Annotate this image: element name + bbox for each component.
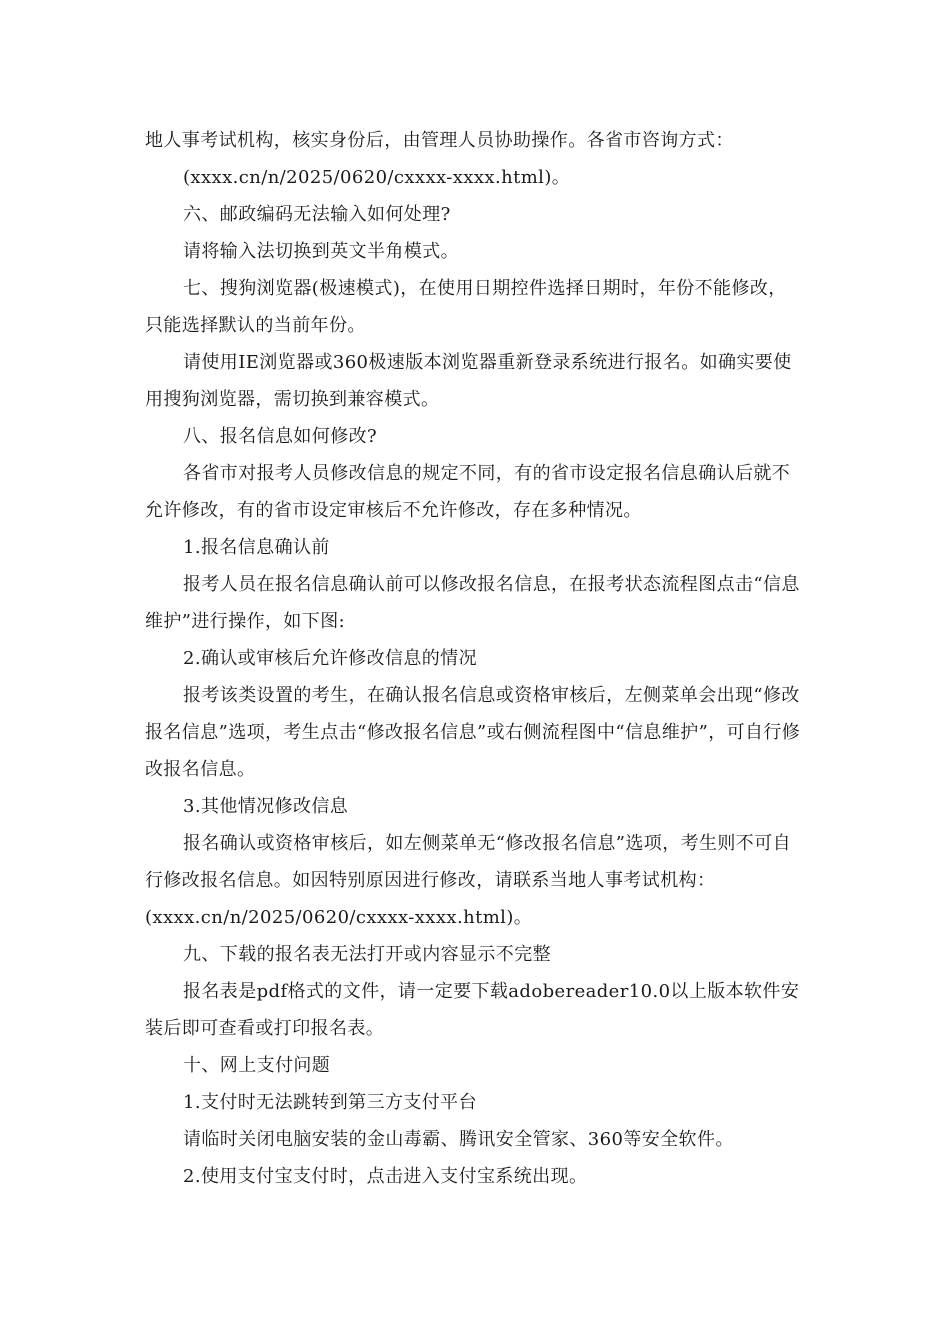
paragraph: 报考该类设置的考生，在确认报名信息或资格审核后，左侧菜单会出现“修改报名信息”选项，考生点击“修改报名信息”或右侧流程图中“信息维护”，可自行修改报名信息。 <box>145 685 801 780</box>
paragraph: 请使用IE浏览器或360极速版本浏览器重新登录系统进行报名。如确实要使用搜狗浏览器，需切换到兼容模式。 <box>145 352 792 410</box>
subsection-heading: 2.确认或审核后允许修改信息的情况 <box>183 648 477 669</box>
subsection-heading: 2.使用支付宝支付时，点击进入支付宝系统出现。 <box>183 1166 588 1187</box>
subsection-heading: 1.支付时无法跳转到第三方支付平台 <box>183 1092 477 1113</box>
section-heading: 七、搜狗浏览器(极速模式)，在使用日期控件选择日期时，年份不能修改，只能选择默认的当前年份。 <box>145 278 787 336</box>
paragraph: 地人事考试机构，核实身份后，由管理人员协助操作。各省市咨询方式： <box>145 130 734 151</box>
section-heading: 十、网上支付问题 <box>183 1055 331 1076</box>
paragraph: 各省市对报考人员修改信息的规定不同，有的省市设定报名信息确认后就不允许修改，有的省市设定审核后不允许修改，存在多种情况。 <box>145 463 791 521</box>
paragraph: 报名确认或资格审核后，如左侧菜单无“修改报名信息”选项，考生则不可自行修改报名信息。如因特别原因进行修改，请联系当地人事考试机构： <box>145 833 792 891</box>
paragraph: (xxxx.cn/n/2025/0620/cxxxx-xxxx.html)。 <box>145 907 533 928</box>
document-body <box>145 122 805 1195</box>
paragraph: 报名表是pdf格式的文件，请一定要下载adobereader10.0以上版本软件安装后即可查看或打印报名表。 <box>145 981 800 1039</box>
paragraph: 请临时关闭电脑安装的金山毒霸、腾讯安全管家、360等安全软件。 <box>183 1129 734 1150</box>
paragraph: 报考人员在报名信息确认前可以修改报名信息，在报考状态流程图点击“信息维护”进行操作，如下图: <box>145 574 800 632</box>
paragraph: 请将输入法切换到英文半角模式。 <box>183 241 459 262</box>
subsection-heading: 3.其他情况修改信息 <box>183 796 349 817</box>
section-heading: 八、报名信息如何修改? <box>183 426 378 447</box>
paragraph: (xxxx.cn/n/2025/0620/cxxxx-xxxx.html)。 <box>183 167 571 188</box>
section-heading: 九、下载的报名表无法打开或内容显示不完整 <box>183 944 551 965</box>
subsection-heading: 1.报名信息确认前 <box>183 537 330 558</box>
section-heading: 六、邮政编码无法输入如何处理? <box>183 204 451 225</box>
